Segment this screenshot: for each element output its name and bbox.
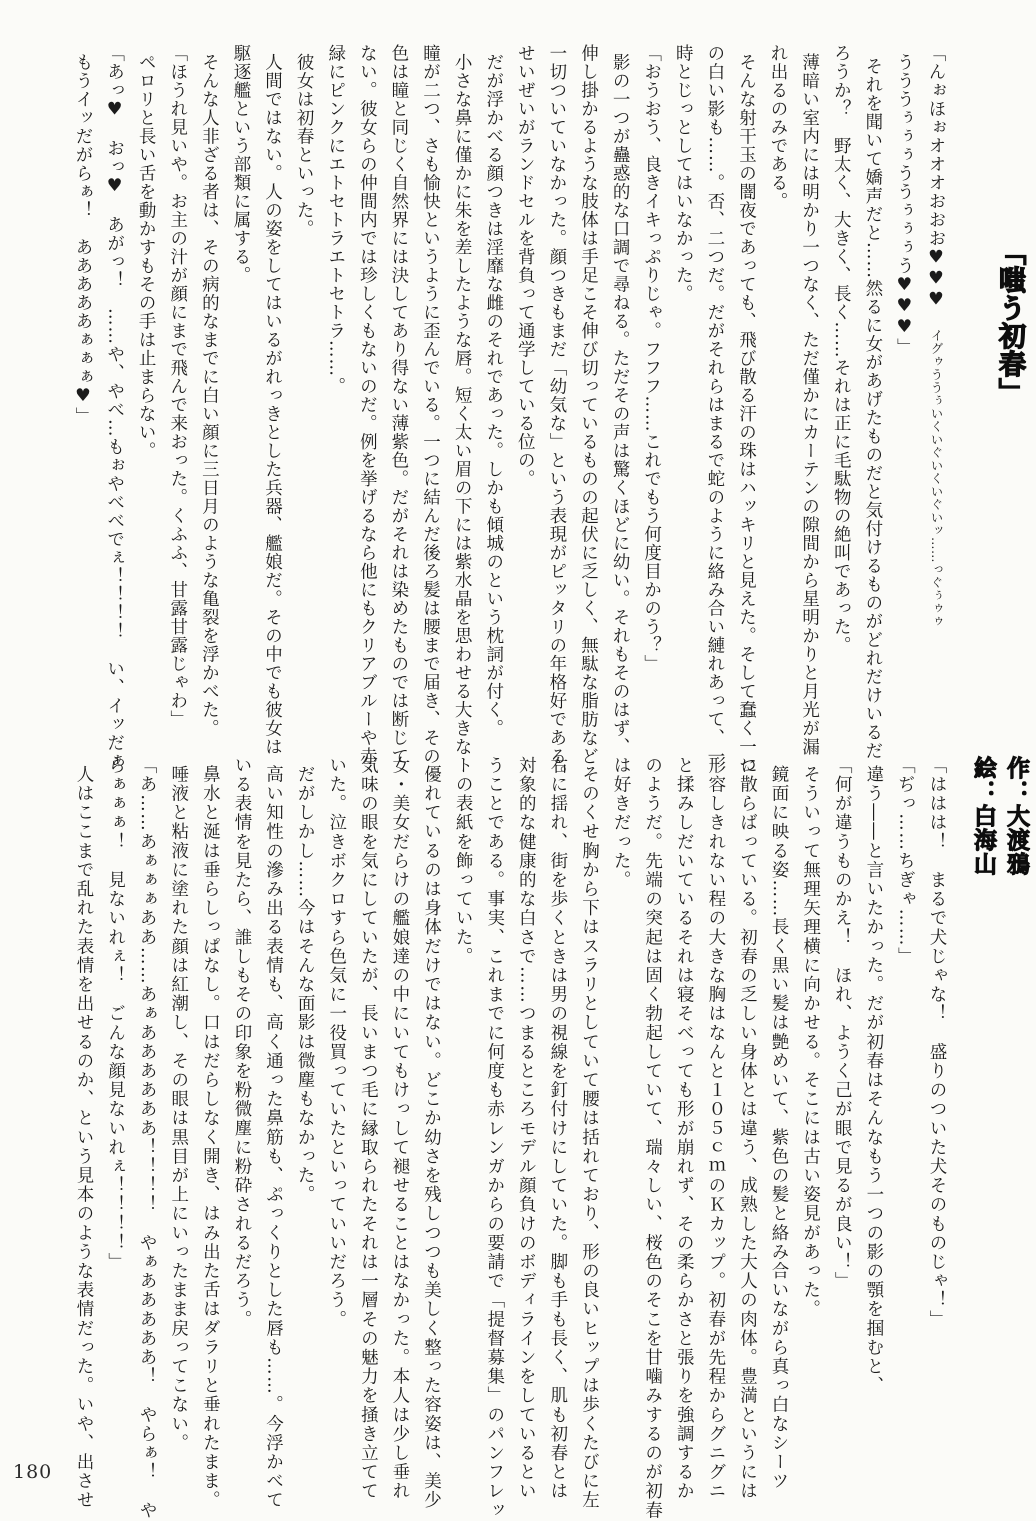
text-run: 鼻水と涎は垂らしっぱなし。口はだらしなく開き、はみ出た舌はダラリと垂れたまま。 [200, 764, 221, 1510]
text-column [509, 44, 541, 738]
text-run: 「あ……あぁぁぁああ……あぁああああああ！！！！ やぁあああああ！ やらぁ！ や [137, 756, 158, 1520]
text-column [162, 756, 194, 1512]
text-column [478, 756, 510, 1520]
credit-artist: 絵：白海山 [971, 756, 997, 876]
text-column [351, 44, 383, 766]
text-column [161, 44, 193, 738]
text-column [288, 44, 320, 738]
text-run: だがしかし……今はそんな面影は微塵もなかった。 [295, 764, 316, 1205]
text-run: そういって無理矢理横に向かせる。そこには古い姿見があった。 [800, 764, 821, 1319]
credit-author: 作：大渡鴉 [1004, 756, 1030, 876]
text-run: 人はここまで乱れた表情を出せるのか、という見本のような表情だった。いや、出させ [73, 764, 94, 1510]
text-column [130, 44, 162, 738]
text-run: のようだ。先端の突起は固く勃起していて、瑞々しい、桜色のそこを甘噛みするのが初春 [642, 756, 663, 1520]
text-column [603, 44, 635, 756]
text-run: それを聞いて嬌声だと……然るに女があげたものだと気付けるものがどれだけいるだ [862, 57, 883, 761]
text-column [889, 756, 921, 1512]
text-run: 「おうおう、良きイキっぷりじゃ。フフフ……これでもう何度目かのう？」 [641, 44, 662, 673]
story-text-top-block [66, 44, 952, 784]
text-column [319, 44, 351, 738]
text-run: うううぅぅぅううぅぅぅう♥♥♥」 [894, 52, 915, 357]
text-run: 色は瞳と同じく自然界には決してあり得ない薄紫色。だがそれは染めたものでは断じて [388, 44, 409, 766]
small-voice-text: イグゥううぅいくいぐいくいぐいッ……っぐぅゥゥ [929, 329, 944, 628]
text-column [67, 756, 99, 1512]
text-run: 優れているのは身体だけではない。どこか幼さを残しつつも美しく整った容姿は、美少 [421, 764, 442, 1510]
text-column [225, 756, 257, 1512]
text-column [541, 756, 573, 1512]
text-column [635, 44, 667, 738]
text-run: 駆逐艦という部類に属する。 [230, 44, 251, 285]
text-column [668, 756, 700, 1512]
story-text-bottom-block [67, 756, 952, 1520]
text-run: れ出るのみである。 [768, 44, 789, 211]
text-column [382, 44, 414, 766]
text-run: 唾液と粘液に塗れた顔は紅潮し、その眼は黒目が上にいったまま戻ってこない。 [168, 764, 189, 1453]
text-run: 人間ではない。人の姿をしてはいるがれっきとした兵器、艦娘だ。その中でも彼女は [262, 52, 283, 756]
text-run: 彼女は初春といった。 [294, 52, 315, 238]
text-column [256, 44, 288, 756]
text-run: もうイッだがらぁ！ あああああぁぁぁ♥」 [72, 52, 93, 426]
text-column [510, 756, 542, 1512]
text-column [540, 44, 572, 784]
text-run: 影の一つが蠱惑的な口調で尋ねる。ただその声は驚くほどに幼い。それもそのはず、 [610, 52, 631, 756]
text-run: 緑にピンクにエトセトラエトセトラ……。 [325, 44, 346, 396]
text-run: に散らばっている。初春の乏しい身体とは違う、成熟した大人の肉体。豊満というには [737, 756, 758, 1501]
text-run: せいぜいがランドセルを背負って通学している位の。 [515, 44, 536, 488]
text-column [698, 44, 730, 766]
text-column [193, 44, 225, 738]
text-column [352, 756, 384, 1512]
text-column [826, 756, 858, 1512]
text-run: そんな人非ざる者は、その病的なまでに白い顔に三日月のような亀裂を浮かべた。 [199, 52, 220, 738]
text-column [446, 44, 478, 756]
text-column [857, 756, 889, 1512]
text-run: トの表紙を飾っていた。 [453, 756, 474, 967]
text-column [257, 756, 289, 1512]
text-run: 「ぢっ……ちぎゃ……」 [895, 756, 916, 967]
text-run: 時とじっとしてはいなかった。 [673, 44, 694, 303]
text-column [731, 756, 763, 1512]
text-column [919, 44, 952, 738]
text-column [825, 44, 857, 738]
text-run: 瞳が二つ、さも愉快というように歪んでいる。一つに結んだ後ろ髪は腰まで届き、その [420, 44, 441, 766]
text-run: うことである。事実、これまでに何度も赤レンガからの要請で「提督募集」のパンフレッ [484, 756, 505, 1520]
text-column [98, 44, 130, 771]
text-run: 女・美女だらけの艦娘達の中にいてもけっして褪せることはなかった。本人は少し垂れ [389, 756, 410, 1501]
text-run: 高い知性の滲み出る表情も、高く通った鼻筋も、ぷっくりとした唇も……。今浮かべて [263, 764, 284, 1510]
text-run: らぁぁぁ！ 見ないれぇ！ ごんな顔見ないれぇ！！！！」 [105, 756, 126, 1272]
text-run: そのくせ胸から下はスラリとしていて腰は括れており、形の良いヒップは歩くたびに左 [579, 764, 600, 1510]
text-run: と揉みしだいているそれは寝そべっても形が崩れず、その柔らかさと張りを強調するか [674, 756, 695, 1501]
text-run: いる表情を見たら、誰しもその印象を粉微塵に粉砕されるだろう。 [231, 756, 252, 1329]
text-run: 「んぉほぉオオオおおお♥♥♥ [926, 44, 946, 329]
text-column [99, 756, 131, 1512]
text-column [383, 756, 415, 1512]
text-run: いた。泣きボクロすら色気に一役買っていたといっていいだろう。 [326, 756, 347, 1329]
text-run: 「ははは！ まるで犬じゃな！ 盛りのついた犬そのものじゃ！」 [927, 756, 947, 1329]
text-run: 「ほうれ見いや。お主の汁が顔にまで飛んで来おった。くふふ、甘露甘露じゃわ」 [167, 44, 188, 729]
text-column [447, 756, 479, 1512]
text-run: 「何が違うものかえ！ ほれ、ようく己が眼で見るが良い！」 [832, 756, 853, 1291]
text-column [573, 756, 605, 1512]
text-column [794, 756, 826, 1512]
text-column [131, 756, 163, 1520]
text-run: 「あっ♥ おっ♥ あがっ！ ……や、やべ…もぉやべべでぇ！！！！ い、イッだぁ [104, 44, 125, 771]
text-column [888, 44, 920, 738]
text-run: そんな射干玉の闇夜であっても、飛び散る汗の珠はハッキリと見えた。そして蠢く一つ [736, 52, 757, 775]
text-column [856, 44, 888, 761]
text-column [477, 44, 509, 738]
text-run: 小さな鼻に僅かに朱を差したような唇。短く太い眉の下には紫水晶を思わせる大きな [452, 52, 473, 756]
text-run: ない。彼女らの仲間内では珍しくもないのだ。例を挙げるなら他にもクリアブルーや赤 [357, 44, 378, 766]
text-column [415, 756, 447, 1512]
text-run: 鏡面に映る姿……長く黒い髪は艶めいて、紫色の髪と絡み合いながら真っ白なシーツ [769, 764, 790, 1491]
text-column [66, 44, 98, 738]
text-run: ペロリと長い舌を動かすもその手は止まらない。 [136, 52, 157, 460]
text-column [636, 756, 668, 1520]
text-column [699, 756, 731, 1512]
text-run: だが浮かべる顔つきは淫靡な雌のそれであった。しかも傾城のという枕詞が付く。 [483, 52, 504, 738]
text-column [194, 756, 226, 1512]
text-run: 右に揺れ、街を歩くときは男の視線を釘付けにしていた。脚も手も長く、肌も初春とは [547, 756, 568, 1501]
text-column [730, 44, 762, 775]
text-column [762, 756, 794, 1512]
text-run: ろうか？ 野太く、大きく、長く……それは正に毛駄物の絶叫であった。 [831, 44, 852, 655]
text-run: は好きだった。 [611, 756, 632, 890]
text-run: 気味の眼を気にしていたが、長いまつ毛に縁取られたそれは一層その魅力を掻き立てて [358, 756, 379, 1501]
text-column [604, 756, 636, 1512]
text-run: の白い影も……。否、二つだ。だがそれらはまるで蛇のように絡み合い縺れあって、一 [704, 44, 725, 766]
credits [967, 756, 1033, 876]
text-column [761, 44, 793, 738]
story-title: 「嗤う初春」 [995, 238, 1025, 406]
text-column [414, 44, 446, 766]
text-column [320, 756, 352, 1512]
text-column [793, 44, 825, 756]
text-column [572, 44, 604, 766]
text-column [920, 756, 952, 1512]
text-run: 対象的な健康的な白さで……つまるところモデル顔負けのボディラインをしているとい [516, 756, 537, 1501]
text-run: 違う――と言いたかった。だが初春はそんなもう一つの影の顎を掴むと、 [863, 764, 884, 1396]
text-column [289, 756, 321, 1512]
page-number: 180 [13, 1461, 53, 1483]
text-run: 薄暗い室内には明かり一つなく、ただ僅かにカーテンの隙間から星明かりと月光が漏 [799, 52, 820, 756]
text-run: 伸し掛かるような肢体は手足こそ伸び切っているものの起伏に乏しく、無駄な脂肪など [578, 44, 599, 766]
text-column [667, 44, 699, 738]
text-run: 形容しきれない程の大きな胸はなんと１０５ｃｍのＫカップ。初春が先程からグニグニ [705, 756, 726, 1501]
text-column [224, 44, 256, 738]
text-run: 一切ついていなかった。顔つきもまだ「幼気な」という表現がピッタリの年格好である。 [546, 44, 567, 784]
